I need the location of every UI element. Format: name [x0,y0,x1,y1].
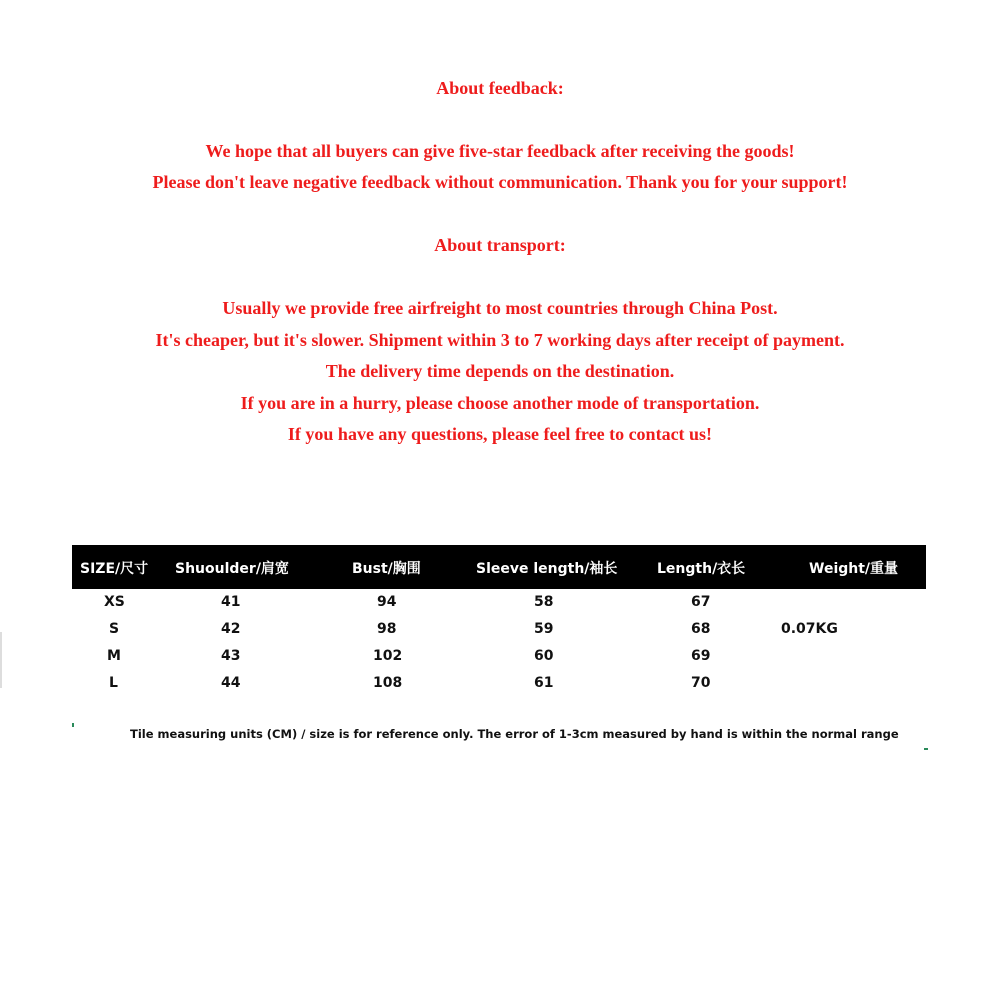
cell-shoulder: 41 [221,594,241,610]
cell-size: S [109,621,120,637]
transport-line-3: The delivery time depends on the destination. [325,361,675,381]
header-bust: Bust/胸围 [352,561,421,577]
header-sleeve: Sleeve length/袖长 [476,561,618,577]
transport-line-2: It's cheaper, but it's slower. Shipment within 3 to 7 working days after receipt of payment. [155,330,845,350]
transport-line-1: Usually we provide free airfreight to most countries through China Post. [222,298,778,318]
cell-shoulder: 43 [221,648,241,664]
size-table-header [72,545,926,589]
cell-shoulder: 44 [221,675,241,691]
header-length: Length/衣长 [657,561,746,577]
feedback-heading: About feedback: [436,78,564,98]
cell-length: 69 [691,648,711,664]
cell-length: 70 [691,675,711,691]
cell-length: 68 [691,621,711,637]
stray-mark-right [924,748,928,750]
transport-line-4: If you are in a hurry, please choose another mode of transportation. [240,393,760,413]
measurement-note: Tile measuring units (CM) / size is for reference only. The error of 1-3cm measured by hand is within the normal range [130,727,899,741]
transport-line-5: If you have any questions, please feel free to contact us! [287,424,713,444]
cell-sleeve: 61 [534,675,554,691]
feedback-line-2: Please don't leave negative feedback without communication. Thank you for your support! [152,172,848,192]
cell-bust: 94 [377,594,397,610]
cell-sleeve: 60 [534,648,554,664]
header-size: SIZE/尺寸 [80,561,149,577]
cell-shoulder: 42 [221,621,241,637]
cell-size: M [107,648,121,664]
cell-bust: 98 [377,621,397,637]
cell-size: L [109,675,118,691]
table-row [72,643,926,670]
size-table [72,545,926,697]
cell-size: XS [104,594,125,610]
stray-mark-left [72,723,74,727]
feedback-line-1: We hope that all buyers can give five-star feedback after receiving the goods! [205,141,795,161]
cell-sleeve: 59 [534,621,554,637]
table-row [72,670,926,697]
cell-sleeve: 58 [534,594,554,610]
table-row [72,589,926,616]
edge-mark [0,632,2,688]
transport-heading: About transport: [434,235,566,255]
weight-value: 0.07KG [781,621,838,637]
header-weight: Weight/重量 [809,561,899,577]
cell-bust: 102 [373,648,403,664]
cell-bust: 108 [373,675,403,691]
cell-length: 67 [691,594,711,610]
header-shoulder: Shuoulder/肩宽 [175,561,289,577]
